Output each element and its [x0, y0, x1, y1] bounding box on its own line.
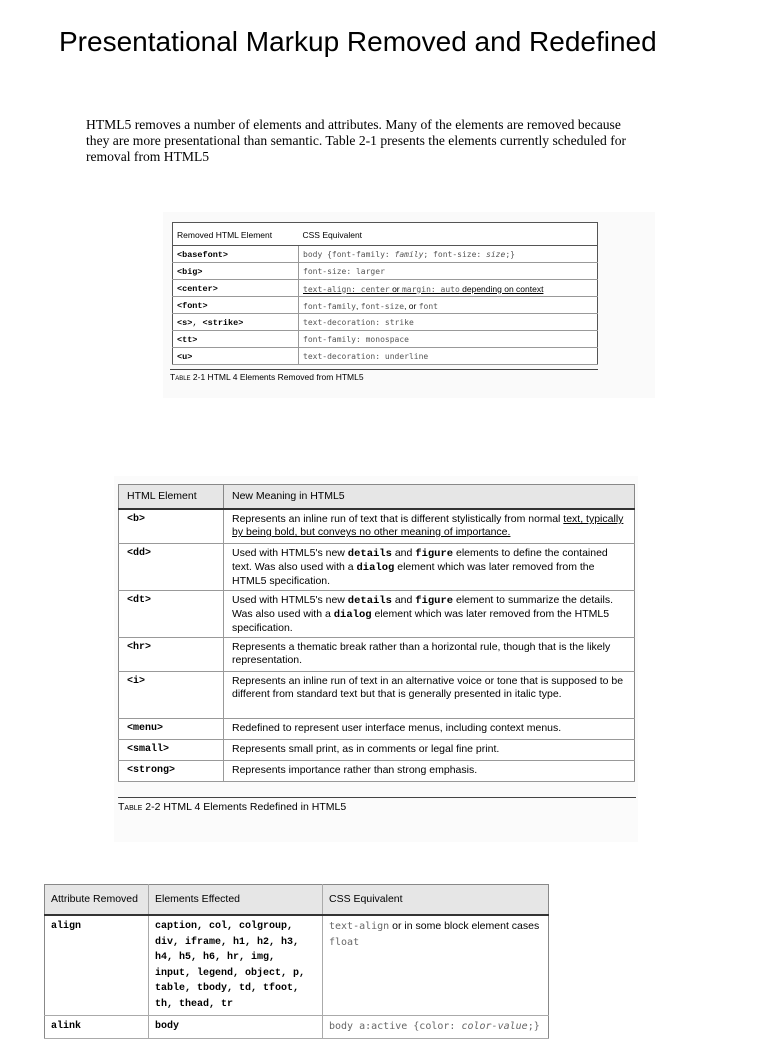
elements-cell: body: [149, 1016, 323, 1039]
table-header-row: [45, 885, 549, 916]
css-cell: font-family, font-size, or font: [299, 297, 598, 314]
attribute-cell: align: [45, 915, 149, 1016]
column-header: Elements Effected: [149, 885, 323, 916]
table-row: [45, 915, 549, 1016]
table-row: [173, 246, 598, 263]
element-cell: <strong>: [119, 760, 224, 781]
column-header: HTML Element: [119, 485, 224, 510]
table-row: [173, 348, 598, 365]
element-cell: <b>: [119, 509, 224, 543]
table-row: [119, 760, 635, 781]
elements-cell: caption, col, colgroup, div, iframe, h1, h2, h3, h4, h5, h6, hr, img, input, legend, object, p, table, tbody, td, tfoot, th, thead, tr: [149, 915, 323, 1016]
element-cell: <menu>: [119, 718, 224, 739]
table-row: [119, 543, 635, 590]
element-cell: <small>: [119, 739, 224, 760]
css-cell: text-decoration: underline: [299, 348, 598, 365]
table-caption: Table 2-1 HTML 4 Elements Removed from HTML5: [170, 369, 598, 382]
attribute-cell: alink: [45, 1016, 149, 1039]
removed-attributes-table: [44, 884, 549, 1039]
element-cell: <s>, <strike>: [173, 314, 299, 331]
element-cell: <dt>: [119, 590, 224, 637]
table-row: [119, 671, 635, 718]
meaning-cell: Represents an inline run of text in an alternative voice or tone that is supposed to be different from standard text but that is generally presented in italic type.: [224, 671, 635, 718]
table-row: [173, 280, 598, 297]
intro-paragraph: HTML5 removes a number of elements and attributes. Many of the elements are removed because they are more presentational than semantic. Table 2-1 presents the elements currently scheduled for removal from HTML5: [86, 117, 627, 164]
css-cell: text-decoration: strike: [299, 314, 598, 331]
css-cell: font-family: monospace: [299, 331, 598, 348]
element-cell: <u>: [173, 348, 299, 365]
meaning-cell: Represents small print, as in comments or legal fine print.: [224, 739, 635, 760]
element-cell: <big>: [173, 263, 299, 280]
css-cell: text-align or in some block element cases float: [323, 915, 549, 1016]
table-row: [173, 314, 598, 331]
meaning-cell: Used with HTML5's new details and figure elements to define the contained text. Was also used with a dialog element which was later removed from the HTML5 specification.: [224, 543, 635, 590]
table-row: [119, 509, 635, 543]
column-header: New Meaning in HTML5: [224, 485, 635, 510]
element-cell: <font>: [173, 297, 299, 314]
table-row: [119, 637, 635, 671]
element-cell: <hr>: [119, 637, 224, 671]
column-header: Attribute Removed: [45, 885, 149, 916]
meaning-cell: Redefined to represent user interface menus, including context menus.: [224, 718, 635, 739]
meaning-cell: Represents importance rather than strong emphasis.: [224, 760, 635, 781]
css-cell: font-size: larger: [299, 263, 598, 280]
column-header: Removed HTML Element: [173, 223, 299, 246]
element-cell: <i>: [119, 671, 224, 718]
element-cell: <dd>: [119, 543, 224, 590]
css-cell: text-align: center or margin: auto depending on context: [299, 280, 598, 297]
table-row: [173, 331, 598, 348]
meaning-cell: Represents an inline run of text that is different stylistically from normal text, typically by being bold, but conveys no other meaning of importance.: [224, 509, 635, 543]
table-row: [119, 590, 635, 637]
meaning-cell: Represents a thematic break rather than a horizontal rule, though that is the likely representation.: [224, 637, 635, 671]
element-cell: <tt>: [173, 331, 299, 348]
table-row: [45, 1016, 549, 1039]
css-cell: body a:active {color: color-value;}: [323, 1016, 549, 1039]
css-cell: body {font-family: family; font-size: size;}: [299, 246, 598, 263]
table-row: [119, 739, 635, 760]
table-header-row: [173, 223, 598, 246]
table-row: [119, 718, 635, 739]
removed-elements-table: [172, 222, 598, 365]
column-header: CSS Equivalent: [299, 223, 598, 246]
redefined-elements-table: [118, 484, 635, 782]
table-header-row: [119, 485, 635, 510]
element-cell: <basefont>: [173, 246, 299, 263]
meaning-cell: Used with HTML5's new details and figure element to summarize the details. Was also used with a dialog element which was later removed from the HTML5 specification.: [224, 590, 635, 637]
element-cell: <center>: [173, 280, 299, 297]
table-row: [173, 263, 598, 280]
table-caption: Table 2-2 HTML 4 Elements Redefined in HTML5: [118, 797, 636, 813]
slide-title: Presentational Markup Removed and Redefined: [59, 26, 657, 57]
column-header: CSS Equivalent: [323, 885, 549, 916]
table-row: [173, 297, 598, 314]
